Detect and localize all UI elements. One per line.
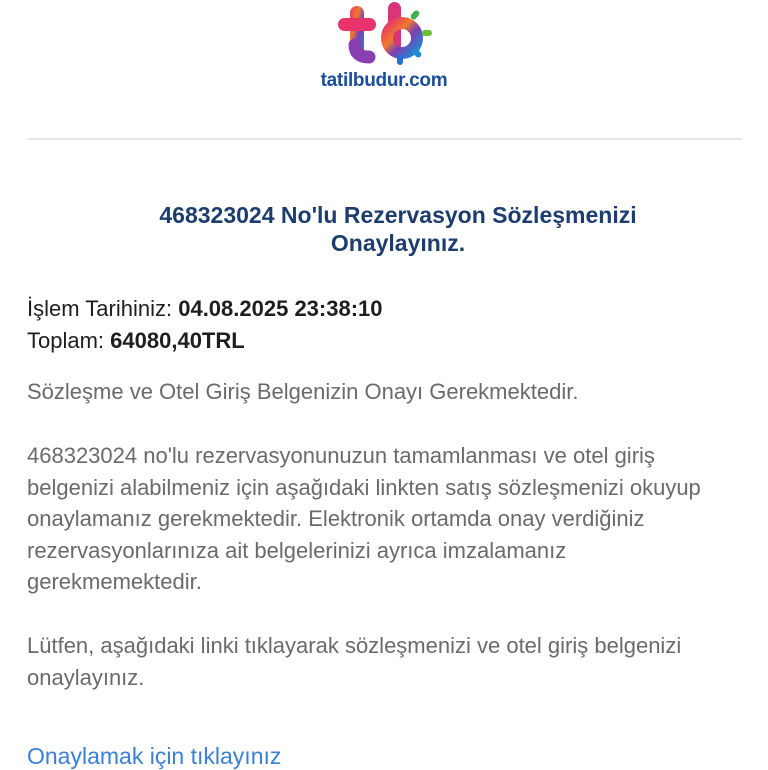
title-line-2: Onaylayınız. [330, 230, 466, 256]
date-label: İşlem Tarihiniz: [27, 296, 173, 321]
total-value: 64080,40TRL [110, 328, 245, 353]
total-label: Toplam: [27, 328, 105, 353]
transaction-total [27, 325, 383, 357]
tb-logo-icon [300, 0, 470, 70]
instructions-text: 468323024 no'lu rezervasyonunuzun tamamlanması ve otel giriş belgenizi alabilmeniz için aşağıdaki linkten satış sözleşmenizi okuyup onaylamanız gerekmektedir. Elektronik ortamda onay verdiğiniz rezervasyonlarınıza ait belgelerinizi ayrıca imzalamanız gerekmemektedir. [27, 443, 701, 594]
brand-name: tatilbudur.com [320, 70, 448, 91]
approve-link[interactable]: Onaylamak için tıklayınız [27, 743, 282, 769]
transaction-info [27, 293, 383, 357]
header-divider [28, 138, 742, 140]
title-line-1: 468323024 No'lu Rezervasyon Sözleşmenizi [159, 202, 637, 228]
approval-required-text: Sözleşme ve Otel Giriş Belgenizin Onayı Gerekmektedir. [27, 379, 579, 404]
date-value: 04.08.2025 23:38:10 [178, 296, 383, 321]
please-approve-text: Lütfen, aşağıdaki linki tıklayarak sözleşmenizi ve otel giriş belgenizi onaylayınız. [27, 633, 682, 690]
page-title [60, 201, 736, 257]
transaction-date [27, 293, 383, 325]
